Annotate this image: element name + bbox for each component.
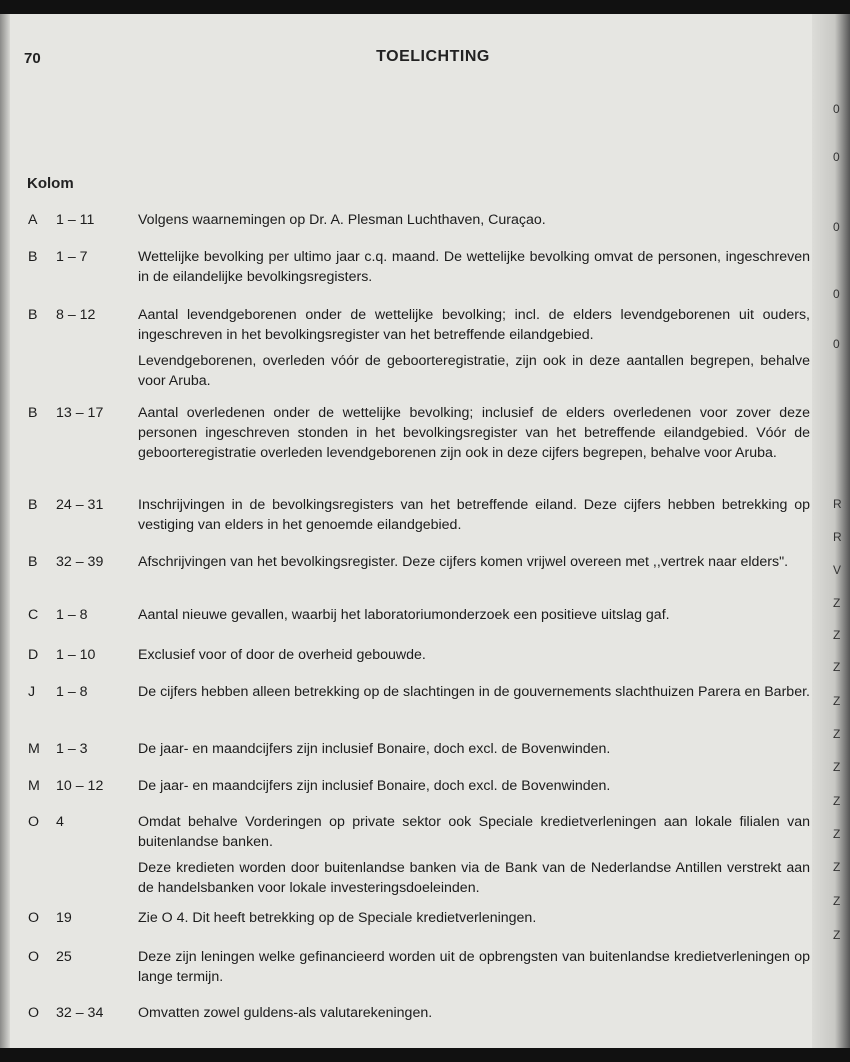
column-range: 4 <box>56 814 64 830</box>
column-range: 1 – 10 <box>56 647 96 663</box>
margin-letter: 0 <box>833 220 840 234</box>
column-heading: Kolom <box>27 175 74 192</box>
note-text <box>138 947 810 987</box>
column-range: 10 – 12 <box>56 778 104 794</box>
note-paragraph: Exclusief voor of door de overheid gebouwde. <box>138 647 426 663</box>
column-range: 13 – 17 <box>56 405 104 421</box>
note-text <box>138 305 810 391</box>
column-letter: O <box>28 910 40 926</box>
column-range: 1 – 8 <box>56 607 88 623</box>
margin-letter: R <box>833 530 842 544</box>
column-letter: M <box>28 741 40 757</box>
page-title: TOELICHTING <box>376 48 490 65</box>
note-entry <box>0 210 810 230</box>
margin-letter: Z <box>833 928 841 942</box>
note-text <box>138 739 810 759</box>
margin-letter: 0 <box>833 102 840 116</box>
note-paragraph: Inschrijvingen in de bevolkingsregisters van het betreffende eiland. Deze cijfers hebben betrekking op vestiging van elders in het genoemde eilandgebied. <box>138 497 810 533</box>
column-range: 8 – 12 <box>56 307 96 323</box>
note-paragraph: Wettelijke bevolking per ultimo jaar c.q. maand. De wettelijke bevolking omvat de personen, ingeschreven in de eilandelijke bevolkingsregisters. <box>138 249 810 285</box>
note-paragraph: De jaar- en maandcijfers zijn inclusief Bonaire, doch excl. de Bovenwinden. <box>138 778 611 794</box>
note-entry <box>0 495 810 535</box>
note-paragraph: Omvatten zowel guldens-als valutarekeningen. <box>138 1005 433 1021</box>
column-letter: O <box>28 1005 40 1021</box>
note-paragraph: De jaar- en maandcijfers zijn inclusief Bonaire, doch excl. de Bovenwinden. <box>138 741 611 757</box>
note-text <box>138 645 810 665</box>
facing-page-edge <box>812 14 850 1048</box>
margin-letter: Z <box>833 827 841 841</box>
margin-letter: Z <box>833 694 841 708</box>
note-paragraph: De cijfers hebben alleen betrekking op de slachtingen in de gouvernements slachthuizen Parera en Barber. <box>138 684 810 700</box>
note-text <box>138 210 810 230</box>
note-text <box>138 247 810 287</box>
note-paragraph: Omdat behalve Vorderingen op private sektor ook Speciale kredietverleningen aan lokale filialen van buitenlandse banken. <box>138 814 810 850</box>
column-letter: M <box>28 778 40 794</box>
note-paragraph: Levendgeborenen, overleden vóór de geboorteregistratie, zijn ook in deze aantallen begrepen, behalve voor Aruba. <box>138 353 810 389</box>
margin-letter: Z <box>833 727 841 741</box>
note-paragraph: Afschrijvingen van het bevolkingsregister. Deze cijfers komen vrijwel overeen met ,,vertrek naar elders". <box>138 554 789 570</box>
margin-letter: Z <box>833 628 841 642</box>
note-paragraph: Aantal overledenen onder de wettelijke bevolking; inclusief de elders overledenen voor zover deze personen ingeschreven stonden in het bevolkingsregister van het betreffende eilandgebied. Vóór de geboorteregistratie overleden levendgeborenen zijn ook in deze cijfers begrepen, behalve voor Aruba. <box>138 405 810 461</box>
column-letter: B <box>28 307 38 323</box>
margin-letter: Z <box>833 660 841 674</box>
column-range: 1 – 3 <box>56 741 88 757</box>
page-number: 70 <box>24 50 41 67</box>
note-text <box>138 605 810 625</box>
note-paragraph: Zie O 4. Dit heeft betrekking op de Speciale kredietverleningen. <box>138 910 537 926</box>
column-range: 24 – 31 <box>56 497 104 513</box>
column-letter: O <box>28 949 40 965</box>
column-letter: B <box>28 405 38 421</box>
margin-letter: Z <box>833 794 841 808</box>
note-paragraph: Aantal levendgeborenen onder de wettelijke bevolking; incl. de elders levendgeborenen uit ouders, ingeschreven in het bevolkingsregister van het betreffende eilandgebied. <box>138 307 810 343</box>
column-range: 25 <box>56 949 72 965</box>
note-entry <box>0 247 810 287</box>
margin-letter: 0 <box>833 150 840 164</box>
note-entry <box>0 908 810 928</box>
column-letter: J <box>28 684 36 700</box>
margin-letter: 0 <box>833 337 840 351</box>
column-letter: O <box>28 814 40 830</box>
note-entry <box>0 812 810 898</box>
note-entry <box>0 552 810 572</box>
column-range: 1 – 7 <box>56 249 88 265</box>
note-entry <box>0 739 810 759</box>
note-entry <box>0 947 810 987</box>
note-entry <box>0 682 810 702</box>
margin-letter: Z <box>833 760 841 774</box>
margin-letter: Z <box>833 860 841 874</box>
note-paragraph: Deze kredieten worden door buitenlandse banken via de Bank van de Nederlandse Antillen verstrekt aan de handelsbanken voor lokale investeringsdoeleinden. <box>138 860 810 896</box>
note-paragraph: Aantal nieuwe gevallen, waarbij het laboratoriumonderzoek een positieve uitslag gaf. <box>138 607 670 623</box>
note-paragraph: Volgens waarnemingen op Dr. A. Plesman Luchthaven, Curaçao. <box>138 212 546 228</box>
column-range: 1 – 11 <box>56 212 95 228</box>
note-entry <box>0 403 810 463</box>
column-letter: D <box>28 647 39 663</box>
note-entry <box>0 605 810 625</box>
margin-letter: Z <box>833 894 841 908</box>
note-text <box>138 812 810 898</box>
column-letter: A <box>28 212 38 228</box>
column-range: 1 – 8 <box>56 684 88 700</box>
note-entry <box>0 776 810 796</box>
note-text <box>138 1003 810 1023</box>
note-text <box>138 552 810 572</box>
column-range: 32 – 34 <box>56 1005 104 1021</box>
margin-letter: Z <box>833 596 841 610</box>
column-range: 19 <box>56 910 72 926</box>
column-range: 32 – 39 <box>56 554 104 570</box>
note-paragraph: Deze zijn leningen welke gefinancieerd worden uit de opbrengsten van buitenlandse kredietverleningen op lange termijn. <box>138 949 810 985</box>
column-letter: B <box>28 497 38 513</box>
note-text <box>138 403 810 463</box>
note-entry <box>0 305 810 391</box>
column-letter: C <box>28 607 39 623</box>
margin-letter: 0 <box>833 287 840 301</box>
note-text <box>138 908 810 928</box>
note-entry <box>0 645 810 665</box>
note-text <box>138 682 810 702</box>
margin-letter: R <box>833 497 842 511</box>
note-text <box>138 776 810 796</box>
column-letter: B <box>28 554 38 570</box>
column-letter: B <box>28 249 38 265</box>
note-text <box>138 495 810 535</box>
note-entry <box>0 1003 810 1023</box>
margin-letter: V <box>833 563 842 577</box>
